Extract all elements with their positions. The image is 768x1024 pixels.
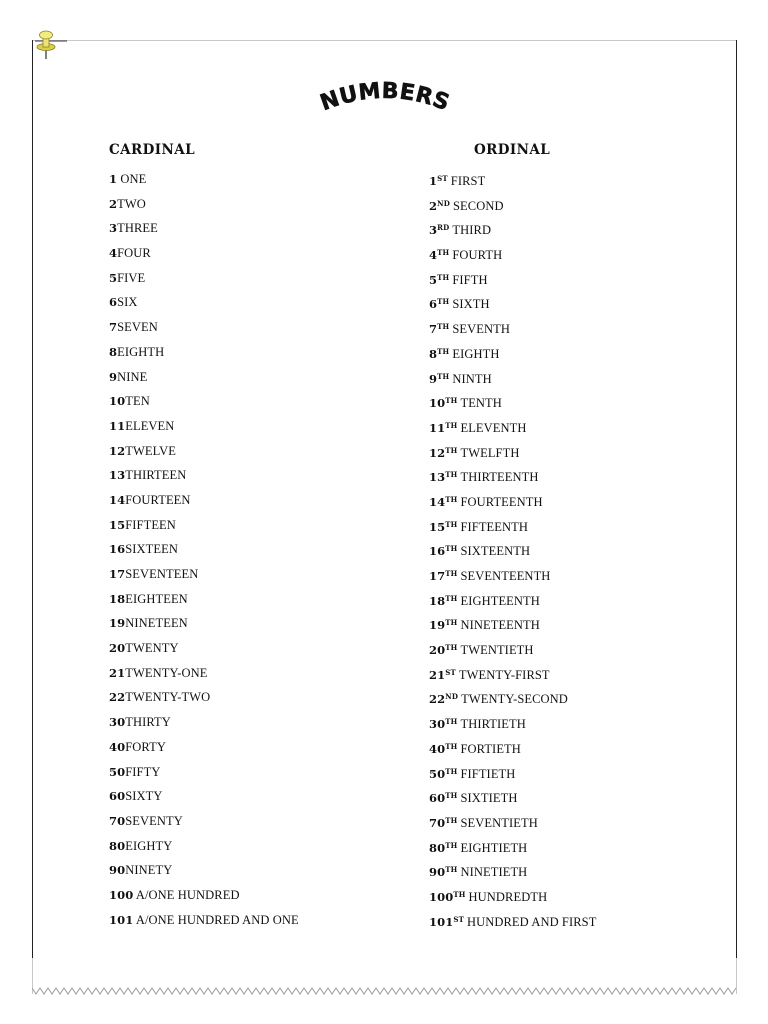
ordinal-word: FIFTH: [452, 272, 488, 287]
cardinal-row: [109, 636, 429, 661]
ordinal-row: [429, 266, 749, 291]
cardinal-word: TWENTY-ONE: [125, 665, 208, 680]
cardinal-row: [109, 463, 429, 488]
ordinal-number: 30: [429, 717, 446, 732]
cardinal-header: CARDINAL: [109, 142, 195, 158]
ordinal-number: 70: [429, 815, 446, 830]
title-text: NUMBERS: [317, 78, 453, 117]
ordinal-row: [429, 537, 749, 562]
ordinal-suffix: TH: [437, 322, 450, 332]
cardinal-word: THREE: [117, 221, 158, 236]
ordinal-word: FIFTIETH: [460, 766, 516, 781]
ordinal-suffix: TH: [437, 248, 450, 258]
cardinal-number: 12: [109, 443, 126, 458]
ordinal-row: [429, 784, 749, 809]
ordinal-number: 14: [429, 494, 446, 509]
ordinal-word: NINTH: [452, 371, 492, 386]
ordinal-row: [429, 340, 749, 365]
cardinal-word: ELEVEN: [125, 418, 175, 433]
cardinal-word: A/ONE HUNDRED: [133, 887, 240, 902]
ordinal-number: 101: [429, 914, 454, 929]
cardinal-number: 3: [109, 221, 118, 236]
ordinal-word: FIRST: [450, 174, 486, 188]
ordinal-suffix: TH: [445, 519, 458, 529]
ordinal-number: 1: [429, 174, 438, 188]
ordinal-word: EIGHTEENTH: [460, 593, 540, 608]
cardinal-row: [109, 834, 429, 859]
ordinal-word: TWELFTH: [460, 445, 520, 460]
ordinal-word: EIGHTIETH: [460, 840, 528, 855]
cardinal-number: 90: [109, 863, 126, 878]
cardinal-row: [109, 661, 429, 686]
cardinal-number: 17: [109, 567, 126, 581]
cardinal-number: 21: [109, 665, 126, 680]
cardinal-word: TEN: [125, 394, 150, 409]
cardinal-word: THIRTEEN: [125, 468, 187, 483]
cardinal-word: FOURTEEN: [125, 492, 191, 507]
cardinal-row: [109, 537, 429, 562]
cardinal-row: [109, 192, 429, 217]
cardinal-word: FOUR: [117, 246, 151, 261]
cardinal-word: SEVENTY: [125, 813, 183, 828]
ordinal-word: EIGHTH: [452, 346, 500, 361]
cardinal-number: 101: [109, 912, 134, 927]
ordinal-suffix: TH: [445, 643, 458, 653]
ordinal-row: [429, 290, 749, 315]
ordinal-number: 100: [429, 889, 454, 904]
ordinal-row: [429, 241, 749, 266]
ordinal-number: 10: [429, 396, 446, 411]
ordinal-word: ELEVENTH: [460, 420, 527, 435]
cardinal-number: 14: [109, 492, 126, 507]
cardinal-row: [109, 340, 429, 365]
ordinal-number: 12: [429, 445, 446, 460]
cardinal-row: [109, 414, 429, 439]
ordinal-number: 2: [429, 198, 438, 213]
ordinal-number: 18: [429, 593, 446, 608]
ordinal-row: [429, 611, 749, 636]
ordinal-word: NINETEENTH: [460, 618, 540, 633]
ordinal-suffix: ND: [437, 198, 450, 208]
ordinal-number: 20: [429, 643, 446, 658]
cardinal-row: [109, 908, 429, 933]
cardinal-row: [109, 858, 429, 883]
cardinal-number: 18: [109, 591, 126, 606]
page-left-border: [32, 40, 33, 958]
ordinal-suffix: TH: [445, 420, 458, 430]
ordinal-row: [429, 414, 749, 439]
ordinal-row: [429, 908, 749, 933]
ordinal-number: 40: [429, 741, 446, 756]
ordinal-suffix: TH: [445, 470, 458, 480]
cardinal-word: FIFTEEN: [125, 517, 176, 532]
ordinal-number: 9: [429, 371, 438, 386]
ordinal-row: [429, 834, 749, 859]
ordinal-suffix: TH: [445, 766, 458, 776]
ordinal-number: 4: [429, 248, 438, 263]
ordinal-number: 19: [429, 618, 446, 633]
ordinal-word: NINETIETH: [460, 865, 528, 880]
ordinal-number: 21: [429, 667, 446, 682]
ordinal-number: 8: [429, 346, 438, 361]
cardinal-row: [109, 290, 429, 315]
cardinal-number: 100: [109, 887, 134, 902]
cardinal-word: SEVENTEEN: [125, 567, 199, 581]
ordinal-row: [429, 661, 749, 686]
ordinal-row: [429, 809, 749, 834]
cardinal-word: TWO: [117, 196, 146, 211]
cardinal-number: 80: [109, 838, 126, 853]
ordinal-row: [429, 488, 749, 513]
ordinal-row: [429, 315, 749, 340]
ordinal-row: [429, 735, 749, 760]
ordinal-word: THIRTIETH: [460, 717, 526, 732]
cardinal-word: TWENTY: [125, 641, 179, 656]
ordinal-row: [429, 389, 749, 414]
ordinal-suffix: TH: [437, 297, 450, 307]
ordinal-number: 50: [429, 766, 446, 781]
ordinal-list: [429, 167, 749, 932]
ordinal-suffix: TH: [445, 569, 458, 578]
ordinal-word: HUNDRED AND FIRST: [466, 914, 597, 929]
cardinal-word: A/ONE HUNDRED AND ONE: [133, 912, 299, 927]
cardinal-row: [109, 488, 429, 513]
cardinal-column: [109, 140, 429, 932]
ordinal-row: [429, 562, 749, 587]
cardinal-number: 13: [109, 468, 126, 483]
ordinal-suffix: TH: [445, 840, 458, 850]
cardinal-number: 8: [109, 344, 118, 359]
cardinal-word: NINETEEN: [125, 616, 188, 631]
cardinal-word: SEVEN: [117, 320, 158, 335]
ordinal-row: [429, 365, 749, 390]
ordinal-number: 13: [429, 470, 446, 485]
ordinal-suffix: TH: [445, 618, 458, 628]
ordinal-row: [429, 710, 749, 735]
ordinal-suffix: TH: [445, 396, 458, 406]
cardinal-number: 16: [109, 542, 126, 557]
ordinal-word: TWENTIETH: [460, 643, 534, 658]
cardinal-word: FORTY: [125, 739, 166, 754]
ordinal-number: 80: [429, 840, 446, 855]
ordinal-row: [429, 858, 749, 883]
ordinal-number: 3: [429, 223, 438, 238]
ordinal-word: THIRTEENTH: [460, 470, 539, 485]
cardinal-number: 9: [109, 369, 118, 384]
ordinal-row: [429, 463, 749, 488]
ordinal-word: FOURTH: [452, 248, 503, 263]
ordinal-number: 11: [429, 420, 446, 435]
ordinal-number: 7: [429, 322, 438, 337]
ordinal-word: TWENTY-SECOND: [461, 692, 568, 707]
ordinal-row: [429, 883, 749, 908]
cardinal-number: 2: [109, 196, 118, 211]
cardinal-row: [109, 735, 429, 760]
cardinal-word: NINETY: [125, 863, 173, 878]
ordinal-suffix: ST: [445, 667, 456, 677]
cardinal-number: 6: [109, 295, 118, 310]
ordinal-row: [429, 685, 749, 710]
cardinal-number: 22: [109, 690, 126, 705]
cardinal-word: SIX: [117, 295, 138, 310]
cardinal-number: 70: [109, 813, 126, 828]
cardinal-row: [109, 809, 429, 834]
ordinal-number: 17: [429, 569, 446, 583]
cardinal-row: [109, 241, 429, 266]
page-top-border: [32, 40, 737, 41]
cardinal-row: [109, 883, 429, 908]
ordinal-word: TENTH: [460, 396, 502, 411]
cardinal-row: [109, 760, 429, 785]
ordinal-word: TWENTY-FIRST: [458, 667, 550, 682]
ordinal-suffix: TH: [445, 445, 458, 455]
cardinal-row: [109, 365, 429, 390]
cardinal-number: 20: [109, 641, 126, 656]
ordinal-suffix: TH: [445, 741, 458, 751]
cardinal-number: 10: [109, 394, 126, 409]
cardinal-word: EIGHTH: [117, 344, 165, 359]
ordinal-suffix: TH: [445, 815, 458, 825]
ordinal-suffix: ST: [437, 174, 448, 183]
ordinal-suffix: TH: [437, 371, 450, 381]
ordinal-word: SEVENTIETH: [460, 815, 538, 830]
cardinal-number: 4: [109, 246, 118, 261]
ordinal-suffix: TH: [437, 346, 450, 356]
pushpin-icon: [33, 28, 69, 62]
cardinal-word: NINE: [117, 369, 148, 384]
ordinal-word: SIXTEENTH: [460, 544, 531, 559]
cardinal-row: [109, 216, 429, 241]
cardinal-number: 40: [109, 739, 126, 754]
ordinal-suffix: TH: [445, 494, 458, 504]
cardinal-number: 19: [109, 616, 126, 631]
ordinal-row: [429, 167, 749, 192]
cardinal-row: [109, 784, 429, 809]
ordinal-word: SIXTH: [452, 297, 490, 312]
ordinal-word: SEVENTH: [452, 322, 510, 337]
cardinal-row: [109, 167, 429, 192]
cardinal-word: SIXTEEN: [125, 542, 178, 557]
torn-page-edge: [32, 984, 737, 998]
ordinal-word: FORTIETH: [460, 741, 521, 756]
cardinal-word: TWELVE: [125, 443, 177, 458]
cardinal-row: [109, 587, 429, 612]
cardinal-number: 30: [109, 715, 126, 730]
cardinal-row: [109, 710, 429, 735]
ordinal-row: [429, 636, 749, 661]
cardinal-number: 11: [109, 418, 126, 433]
cardinal-number: 15: [109, 517, 126, 532]
ordinal-number: 22: [429, 692, 446, 707]
cardinal-word: FIVE: [117, 270, 146, 285]
ordinal-suffix: RD: [437, 223, 450, 233]
cardinal-number: 1: [109, 172, 118, 186]
cardinal-row: [109, 389, 429, 414]
ordinal-suffix: ND: [445, 692, 459, 702]
cardinal-word: THIRTY: [125, 715, 171, 730]
ordinal-row: [429, 439, 749, 464]
ordinal-header: ORDINAL: [474, 142, 551, 158]
cardinal-number: 50: [109, 764, 126, 779]
ordinal-row: [429, 216, 749, 241]
ordinal-word: SIXTIETH: [460, 791, 518, 806]
ordinal-number: 90: [429, 865, 446, 880]
ordinal-row: [429, 513, 749, 538]
cardinal-word: ONE: [117, 172, 147, 186]
ordinal-row: [429, 587, 749, 612]
ordinal-suffix: TH: [445, 593, 458, 603]
ordinal-suffix: TH: [453, 889, 466, 899]
cardinal-word: TWENTY-TWO: [125, 690, 211, 705]
ordinal-suffix: ST: [453, 914, 464, 924]
ordinal-suffix: TH: [445, 717, 458, 727]
cardinal-word: EIGHTY: [125, 838, 173, 853]
cardinal-number: 5: [109, 270, 118, 285]
svg-text:NUMBERS: [317, 79, 453, 116]
ordinal-number: 60: [429, 791, 446, 806]
cardinal-row: [109, 611, 429, 636]
ordinal-number: 5: [429, 272, 438, 287]
ordinal-row: [429, 760, 749, 785]
page-title: [300, 78, 470, 126]
ordinal-number: 16: [429, 544, 446, 559]
cardinal-row: [109, 315, 429, 340]
ordinal-number: 6: [429, 297, 438, 312]
ordinal-suffix: TH: [445, 544, 458, 554]
cardinal-row: [109, 439, 429, 464]
cardinal-word: FIFTY: [125, 764, 161, 779]
ordinal-suffix: TH: [437, 272, 450, 282]
ordinal-row: [429, 192, 749, 217]
cardinal-word: SIXTY: [125, 789, 163, 804]
cardinal-row: [109, 562, 429, 587]
ordinal-word: SECOND: [452, 198, 504, 213]
cardinal-row: [109, 685, 429, 710]
ordinal-suffix: TH: [445, 865, 458, 875]
cardinal-list: [109, 167, 429, 932]
ordinal-word: HUNDREDTH: [468, 889, 548, 904]
ordinal-word: FIFTEENTH: [460, 519, 529, 534]
cardinal-word: EIGHTEEN: [125, 591, 188, 606]
ordinal-word: SEVENTEENTH: [460, 569, 551, 583]
ordinal-word: FOURTEENTH: [460, 494, 543, 509]
ordinal-number: 15: [429, 519, 446, 534]
ordinal-word: THIRD: [452, 223, 492, 238]
cardinal-number: 7: [109, 320, 118, 335]
cardinal-row: [109, 513, 429, 538]
ordinal-column: [429, 140, 749, 932]
ordinal-suffix: TH: [445, 791, 458, 801]
cardinal-row: [109, 266, 429, 291]
cardinal-number: 60: [109, 789, 126, 804]
